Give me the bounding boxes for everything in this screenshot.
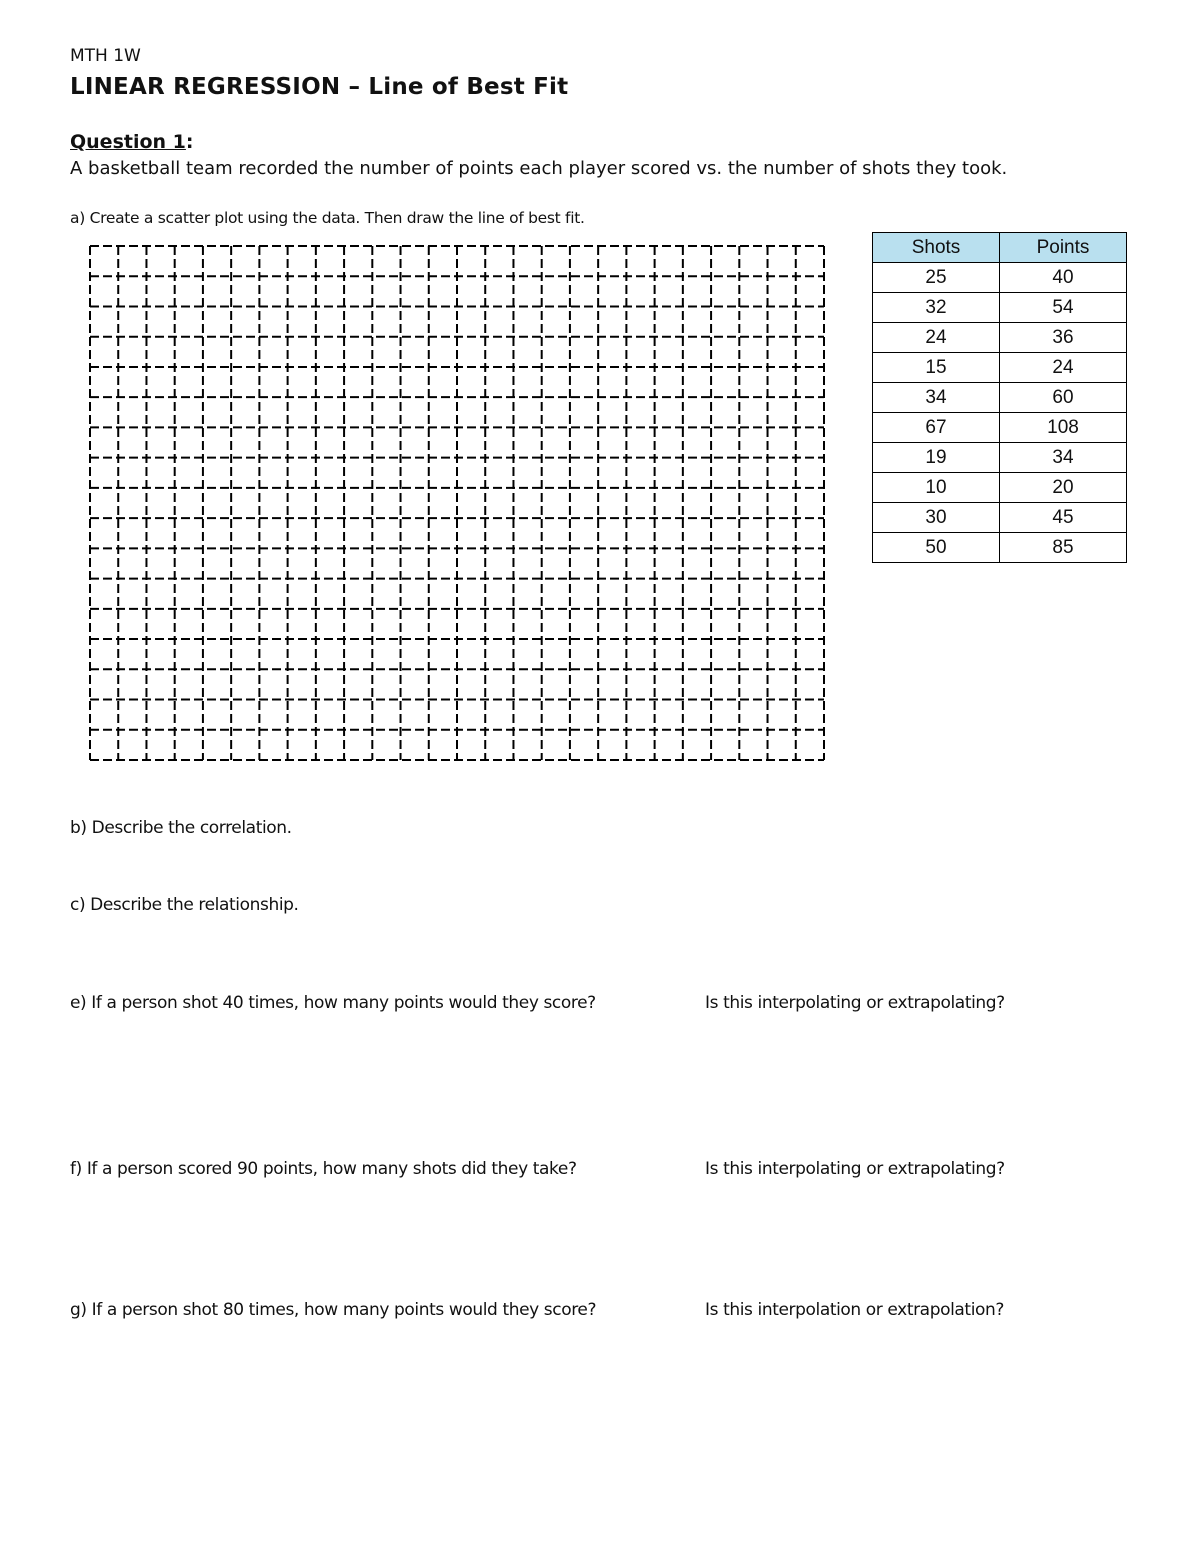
table-row	[873, 503, 1127, 533]
part-g-side-question: Is this interpolation or extrapolation?	[705, 1300, 1005, 1320]
table-body	[873, 263, 1127, 563]
table-row	[873, 383, 1127, 413]
part-f-side-question: Is this interpolating or extrapolating?	[705, 1159, 1005, 1179]
column-header-shots: Shots	[873, 233, 1000, 263]
part-e-side-question: Is this interpolating or extrapolating?	[705, 993, 1005, 1013]
part-g-prompt: g) If a person shot 80 times, how many points would they score?	[70, 1300, 597, 1320]
points-cell: 54	[1000, 293, 1127, 323]
table-row	[873, 263, 1127, 293]
points-cell: 24	[1000, 353, 1127, 383]
shots-cell: 24	[873, 323, 1000, 353]
shots-cell: 15	[873, 353, 1000, 383]
part-a-instruction: a) Create a scatter plot using the data. Then draw the line of best fit.	[70, 209, 585, 227]
points-cell: 60	[1000, 383, 1127, 413]
table-row	[873, 323, 1127, 353]
shots-cell: 25	[873, 263, 1000, 293]
question-heading	[70, 131, 194, 153]
table-row	[873, 443, 1127, 473]
page-title: LINEAR REGRESSION – Line of Best Fit	[70, 74, 569, 100]
question-label: Question 1	[70, 131, 186, 153]
points-cell: 45	[1000, 503, 1127, 533]
table-row	[873, 533, 1127, 563]
shots-cell: 19	[873, 443, 1000, 473]
shots-cell: 34	[873, 383, 1000, 413]
shots-cell: 10	[873, 473, 1000, 503]
shots-cell: 30	[873, 503, 1000, 533]
shots-cell: 50	[873, 533, 1000, 563]
table-row	[873, 353, 1127, 383]
question-colon: :	[185, 131, 194, 153]
part-f-prompt: f) If a person scored 90 points, how many shots did they take?	[70, 1159, 577, 1179]
table-row	[873, 473, 1127, 503]
question-text: A basketball team recorded the number of points each player scored vs. the number of shots they took.	[70, 158, 1008, 179]
points-cell: 40	[1000, 263, 1127, 293]
graph-paper-grid	[88, 244, 826, 762]
points-cell: 36	[1000, 323, 1127, 353]
points-cell: 20	[1000, 473, 1127, 503]
column-header-points: Points	[1000, 233, 1127, 263]
points-cell: 34	[1000, 443, 1127, 473]
points-cell: 85	[1000, 533, 1127, 563]
table-row	[873, 293, 1127, 323]
part-c-prompt: c) Describe the relationship.	[70, 895, 299, 915]
part-e-prompt: e) If a person shot 40 times, how many points would they score?	[70, 993, 596, 1013]
data-table	[872, 232, 1127, 563]
part-b-prompt: b) Describe the correlation.	[70, 818, 292, 838]
shots-cell: 67	[873, 413, 1000, 443]
shots-cell: 32	[873, 293, 1000, 323]
table-header-row	[873, 233, 1127, 263]
table-row	[873, 413, 1127, 443]
points-cell: 108	[1000, 413, 1127, 443]
course-code: MTH 1W	[70, 46, 141, 66]
